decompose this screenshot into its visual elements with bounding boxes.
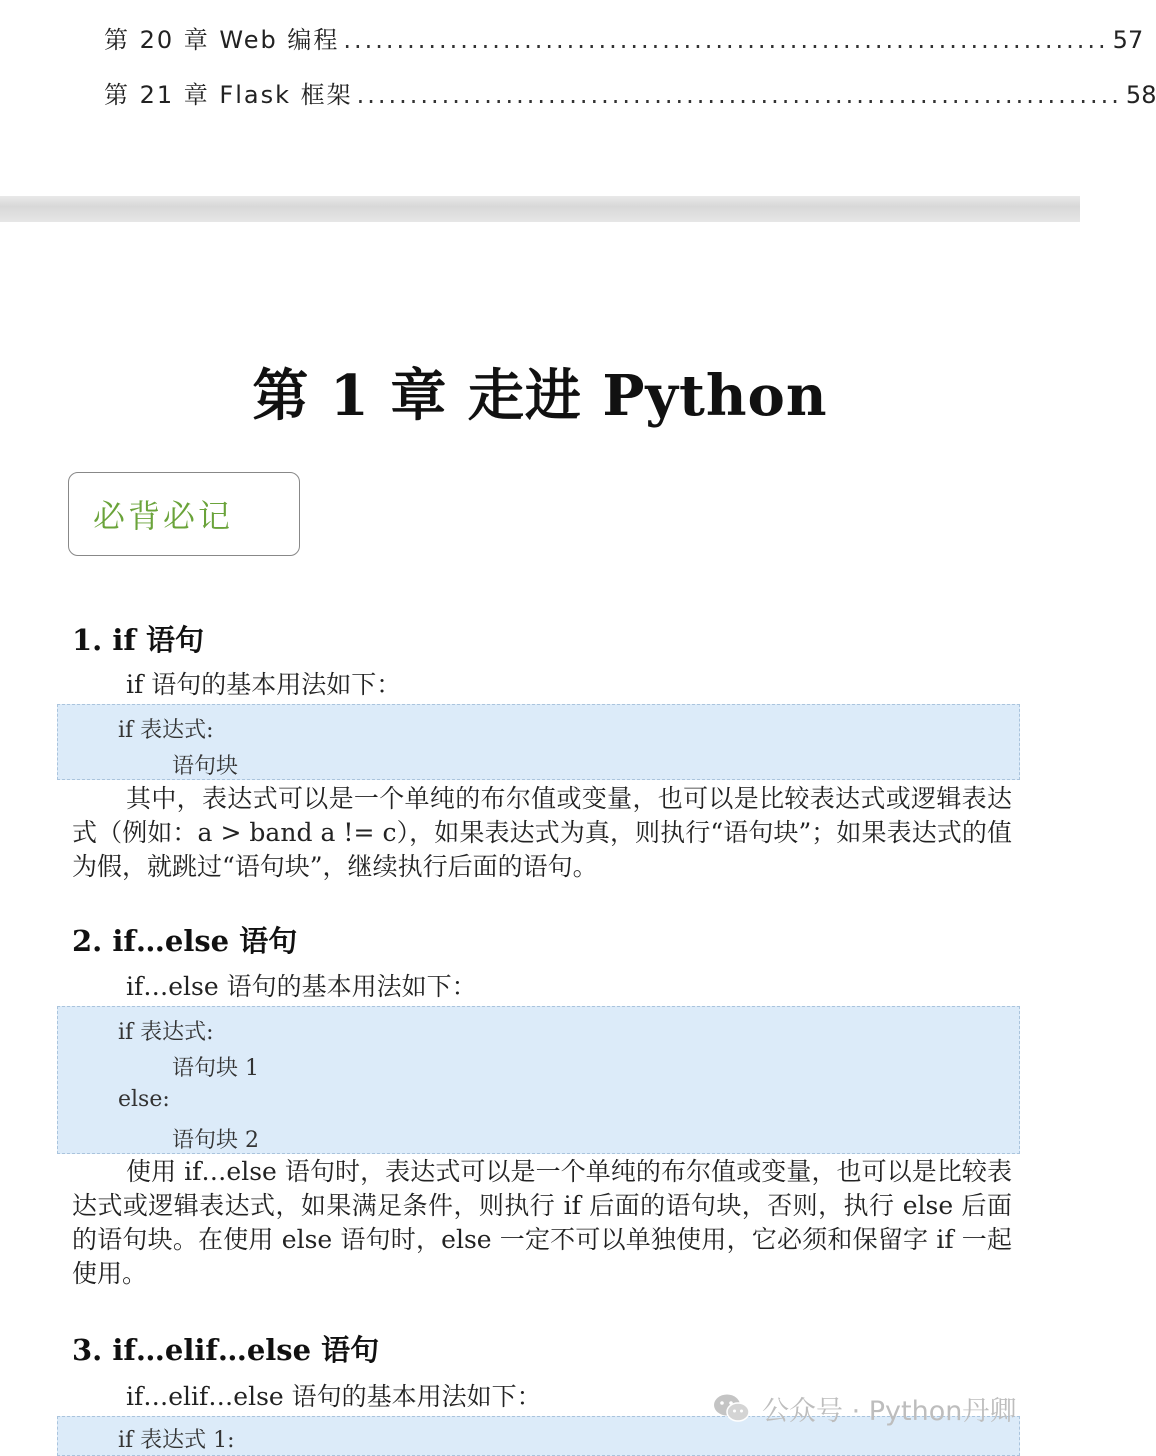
code-line: if 表达式: [118,718,214,743]
chapter-page [0,222,1080,1453]
section-title: 1. if 语句 [72,623,204,657]
section-title: 3. if…elif…else 语句 [72,1333,380,1367]
chapter-title: 第 1 章 走进 Python [252,363,828,429]
toc-entry[interactable] [104,75,1156,111]
toc-entry-page: 58 [1125,81,1156,109]
section-title: 2. if…else 语句 [72,924,298,958]
toc-page [0,0,1156,196]
toc-leader-dots: ........................................................................ [356,81,1122,109]
code-line: 语句块 [172,754,239,779]
section-badge [68,472,300,556]
watermark [712,1390,1016,1426]
watermark-text: 公众号 · Python丹卿 [762,1395,1017,1427]
section-intro: if…else 语句的基本用法如下： [126,972,477,1001]
code-line: else: [118,1087,170,1112]
code-line: 语句块 2 [172,1128,259,1153]
section-description: 使用 if…else 语句时，表达式可以是一个单纯的布尔值或变量，也可以是比较表达式或逻辑表达式，如果满足条件，则执行 if 后面的语句块，否则，执行 else 后面的语句块。在使用 else 语句时，else 一定不可以单独使用，它必须和保留字 if 一起使用。 [72,1157,1012,1288]
section-intro: if…elif…else 语句的基本用法如下： [126,1382,542,1411]
code-block [57,704,1020,780]
section-intro: if 语句的基本用法如下： [126,670,402,699]
badge-label: 必背必记 [93,497,234,535]
code-block [57,1006,1020,1154]
toc-entry-page: 57 [1112,26,1144,54]
code-line: 语句块 1 [172,1056,259,1081]
toc-entry[interactable] [104,20,1144,56]
toc-entry-title: 第 21 章 Flask 框架 [104,81,353,109]
section-description: 其中，表达式可以是一个单纯的布尔值或变量，也可以是比较表达式或逻辑表达式（例如：a > band a != c），如果表达式为真，则执行“语句块”；如果表达式的值为假，就跳过“语句块”，继续执行后面的语句。 [72,784,1012,881]
toc-entry-title: 第 20 章 Web 编程 [104,26,340,54]
code-line: if 表达式: [118,1020,214,1045]
page-separator [0,196,1080,222]
wechat-icon [712,1392,752,1424]
code-line: if 表达式 1: [118,1428,235,1453]
toc-leader-dots: ........................................................................ [343,26,1109,54]
